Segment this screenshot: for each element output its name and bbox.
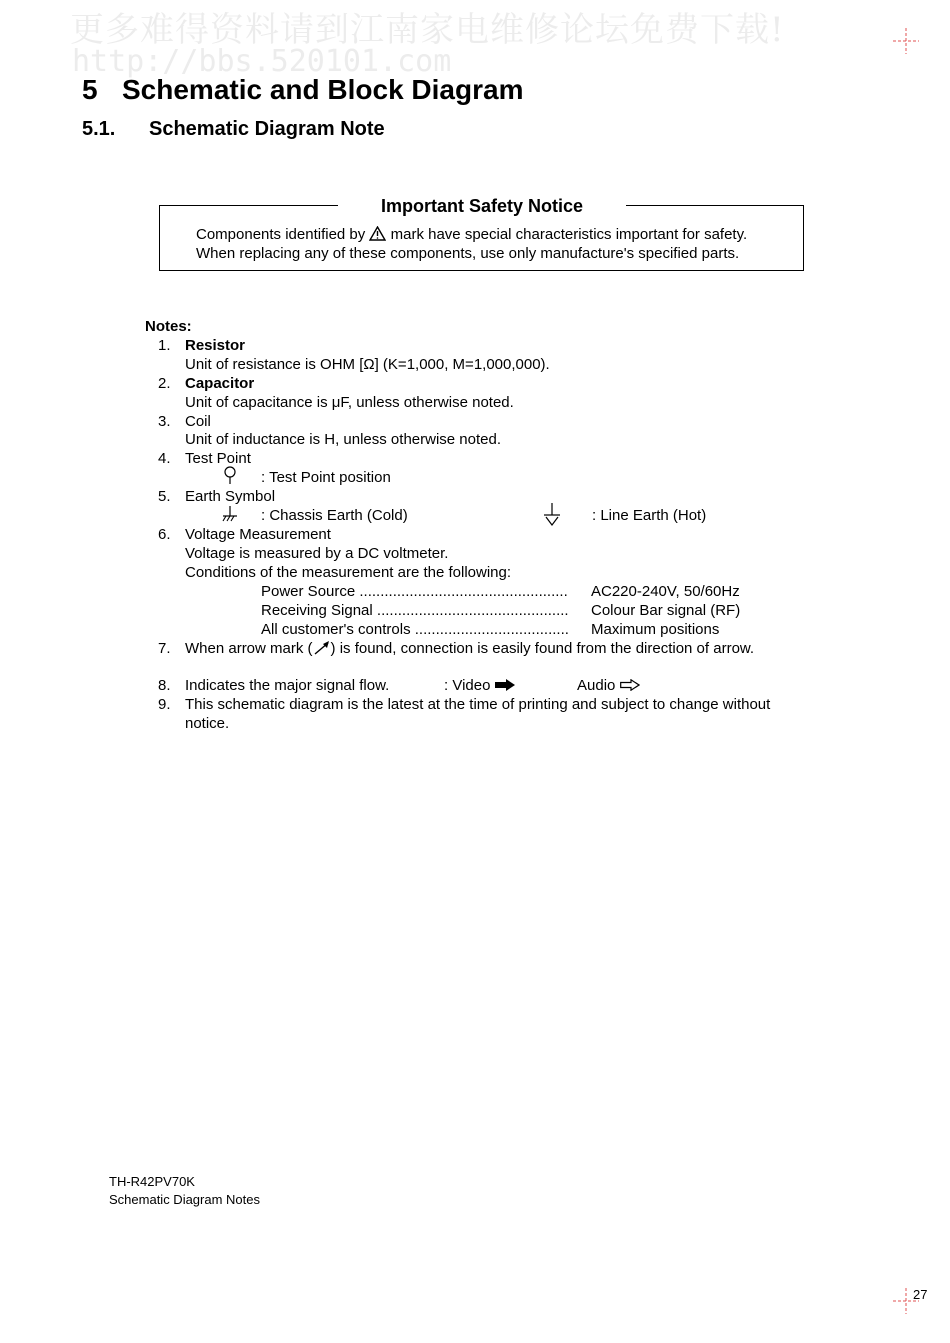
note-number: 6. — [158, 526, 171, 543]
note-text: Conditions of the measurement are the following: — [185, 564, 512, 581]
audio-label: Audio — [577, 677, 616, 694]
line-earth-icon — [543, 503, 561, 527]
note-text: : Test Point position — [261, 469, 391, 486]
note-title: Test Point — [185, 450, 251, 467]
chapter-title-text: Schematic and Block Diagram — [122, 74, 524, 105]
note-text: Voltage is measured by a DC voltmeter. — [185, 545, 449, 562]
chassis-earth-icon — [221, 505, 239, 523]
note-text: Indicates the major signal flow. — [185, 677, 390, 694]
footer-subtitle: Schematic Diagram Notes — [109, 1192, 260, 1207]
note-title: Earth Symbol — [185, 488, 276, 505]
video-arrow-icon — [495, 679, 515, 691]
note-number: 2. — [158, 375, 171, 392]
note-number: 3. — [158, 413, 171, 430]
note-text: Unit of inductance is H, unless otherwise noted. — [185, 431, 502, 448]
warning-triangle-icon — [369, 226, 386, 241]
safety-notice-title: Important Safety Notice — [338, 195, 626, 217]
footer-model: TH-R42PV70K — [109, 1174, 195, 1189]
note-number: 5. — [158, 488, 171, 505]
chapter-number: 5 — [82, 74, 98, 105]
notice-text: Components identified by — [196, 226, 366, 243]
notice-text: mark have special characteristics important for safety. — [390, 226, 748, 243]
note-number: 8. — [158, 677, 171, 694]
crop-mark-icon — [893, 28, 919, 54]
note-text-part: When arrow mark ( — [185, 640, 313, 657]
section-title — [82, 118, 385, 141]
condition-label: Power Source .................................................. — [261, 583, 568, 600]
audio-arrow-icon — [620, 679, 640, 691]
note-number: 9. — [158, 696, 171, 713]
watermark-url: http://bbs.520101.com — [72, 44, 452, 79]
section-number: 5.1. — [82, 118, 116, 140]
notes-heading: Notes: — [145, 318, 192, 335]
video-label: : Video — [444, 677, 491, 694]
condition-value: AC220-240V, 50/60Hz — [591, 583, 740, 600]
note-text: : Line Earth (Hot) — [592, 507, 707, 524]
note-text: Unit of resistance is OHM [Ω] (K=1,000, M=1,000,000). — [185, 356, 550, 373]
note-title: Coil — [185, 413, 211, 430]
condition-label: All customer's controls ..................................... — [261, 621, 569, 638]
note-text: This schematic diagram is the latest at the time of printing and subject to change without — [185, 696, 771, 713]
note-title: Capacitor — [185, 375, 255, 392]
note-text — [185, 639, 754, 658]
note-text: : Chassis Earth (Cold) — [261, 507, 408, 524]
watermark-text: 更多难得资料请到江南家电维修论坛免费下载! — [70, 10, 785, 50]
arrow-mark-icon — [313, 640, 331, 656]
safety-notice-line-1 — [196, 226, 747, 243]
audio-signal-label — [577, 676, 640, 695]
chapter-title — [82, 74, 523, 106]
safety-notice-line-2: When replacing any of these components, use only manufacture's specified parts. — [196, 245, 740, 262]
video-signal-label — [444, 676, 515, 695]
note-number: 7. — [158, 640, 171, 657]
note-title: Voltage Measurement — [185, 526, 331, 543]
note-title: Resistor — [185, 337, 246, 354]
condition-label: Receiving Signal .............................................. — [261, 602, 569, 619]
note-text: notice. — [185, 715, 230, 732]
condition-value: Colour Bar signal (RF) — [591, 602, 741, 619]
section-title-text: Schematic Diagram Note — [149, 118, 385, 140]
page-number: 27 — [913, 1287, 928, 1302]
note-text-part: ) is found, connection is easily found from the direction of arrow. — [330, 640, 755, 657]
note-text: Unit of capacitance is μF, unless otherwise noted. — [185, 394, 514, 411]
note-number: 4. — [158, 450, 171, 467]
test-point-icon — [222, 466, 238, 484]
note-number: 1. — [158, 337, 171, 354]
condition-value: Maximum positions — [591, 621, 720, 638]
